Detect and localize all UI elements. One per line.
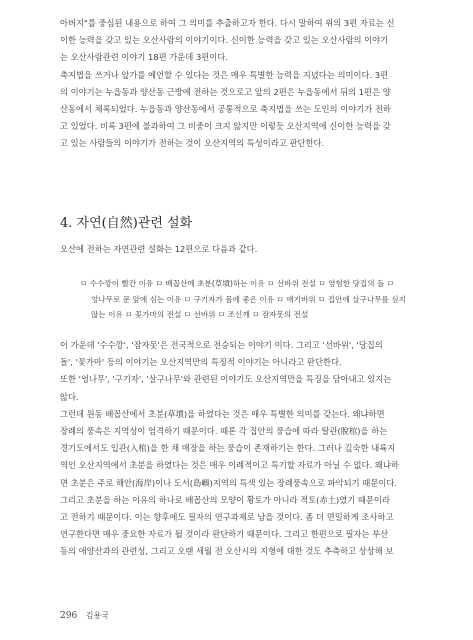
paragraph-line: 돌', '꽃가마' 등의 이야기는 오산지역만의 특징적 이야기는 아니라고 판단한다. [60, 357, 342, 368]
list-item: 않는 이유 ㅁ 꽃가마의 전설 ㅁ 선바위 ㅁ 조신깨 ㅁ 잠자못의 전설 [91, 310, 309, 319]
paragraph-line: 그리고 초분을 하는 이유의 하나로 배꼽산의 모양이 황토가 아니라 적토(赤土)였기 때문이라 [60, 494, 390, 505]
paragraph-line: 축지법을 쓰거나 앞가를 예언할 수 있다는 것은 매우 특별한 능력을 지녔다는 의미이다. 3편 [60, 69, 389, 80]
intro-text [60, 241, 425, 258]
paragraph-line: 않다. [60, 391, 79, 402]
paragraph-line: 의 이야기는 누읍동과 양산동 근방에 전하는 것으로고 앞의 2편은 누읍동에서 뒤의 1편은 양 [60, 86, 391, 97]
paragraph-line: 이 가운데 '수수깡', '잠자못'은 전국적으로 전승되는 이야기 이다. 그리고 '선바위', '당집의 [60, 340, 383, 350]
paragraph-line: 동의 애양산과의 관련성, 그리고 오랜 세월 전 오산시의 지형에 대한 것도 추측하고 상상해 보 [60, 546, 394, 557]
list-item: ㅁ 수수깡이 빨간 이유 ㅁ 배꼽산에 초분(草墳)하는 이유 ㅁ 선바위 전설 ㅁ 염험한 당집의 돌 ㅁ [80, 279, 395, 288]
paragraph-line: 아버지"를 중심된 내용으로 하여 그 의미를 추출하고자 한다. 다시 말하여 위의 3편 자료는 신 [60, 18, 395, 28]
paragraph-line: 이한 능력을 갖고 있는 오산사람의 이야기이다. 신이한 능력을 갖고 있는 오산사람의 이야기 [60, 35, 389, 46]
paragraph-line: 또한 '엉나무', '구기자', '살구나무'와 관련된 이야기도 오산지역만을 특징을 담아내고 있지는 [60, 374, 392, 385]
page-footer [60, 610, 109, 621]
section-heading: 4. 자연(自然)관련 설화 [60, 216, 193, 231]
body-text-top [60, 15, 425, 153]
paragraph-line: 역인 오산지역에서 초분을 하였다는 것은 매우 이례적이고 특기할 자료가 아닐 수 없다. 왜냐하 [60, 460, 399, 471]
paragraph-line: 면 초분은 주로 해안(海岸)이나 도서(島嶼)지역의 특색 있는 장례풍속으로 파악되기 때문이다. [60, 477, 397, 488]
paragraph-line: 고 있는 사람들의 이야기가 전하는 것이 오산지역의 특성이라고 판단한다. [60, 138, 325, 149]
paragraph-line: 고 전하기 때문이다. 이는 향후에도 필자의 연구과제로 남을 것이다. 좀 더 면밀하게 조사하고 [60, 512, 394, 523]
paragraph-line: 고 있었다. 비록 3편에 불과하여 그 비중이 크지 않지만 이렇듯 오산지역에 신이한 능력을 갖 [60, 121, 391, 132]
body-text-bottom [60, 337, 425, 561]
paragraph-line: 연구한다면 매우 중요한 자료가 될 것이라 판단하기 때문이다. 그리고 한편으로 필자는 부산 [60, 529, 389, 540]
page-number: 296 [60, 611, 78, 621]
paragraph-line: 그런데 원동 배꼽산에서 초분(草墳)을 하였다는 것은 매우 특별한 의미를 갖는다. 왜냐하면 [60, 408, 385, 419]
paragraph-line: 장례의 풍속은 지역성이 엄격하기 때문이다. 때론 각 집안의 풍습에 따라 탈관(脫棺)을 하는 [60, 426, 388, 437]
list-item: 엉나무로 문 앞에 심는 이유 ㅁ 구기자가 몸에 좋은 이유 ㅁ 애기바위 ㅁ 집안에 살구나무를 심지 [91, 294, 406, 304]
paragraph-line: 는 오산사람관련 이야기 18편 가운데 3편이다. [60, 52, 228, 63]
story-list [80, 276, 410, 323]
author-name: 김용국 [85, 611, 109, 620]
paragraph-line: 경기도에서도 입관(入棺)을 한 채 매장을 하는 풍습이 존재하기는 한다. 그러나 깊숙한 내륙지 [60, 443, 396, 454]
paragraph-line: 오산에 전하는 자연관련 설화는 12편으로 다음과 같다. [60, 244, 258, 254]
paragraph-line: 산동에서 채록되었다. 누읍동과 양산동에서 공통적으로 축지법을 쓰는 도인의 이야기가 전하 [60, 104, 391, 115]
